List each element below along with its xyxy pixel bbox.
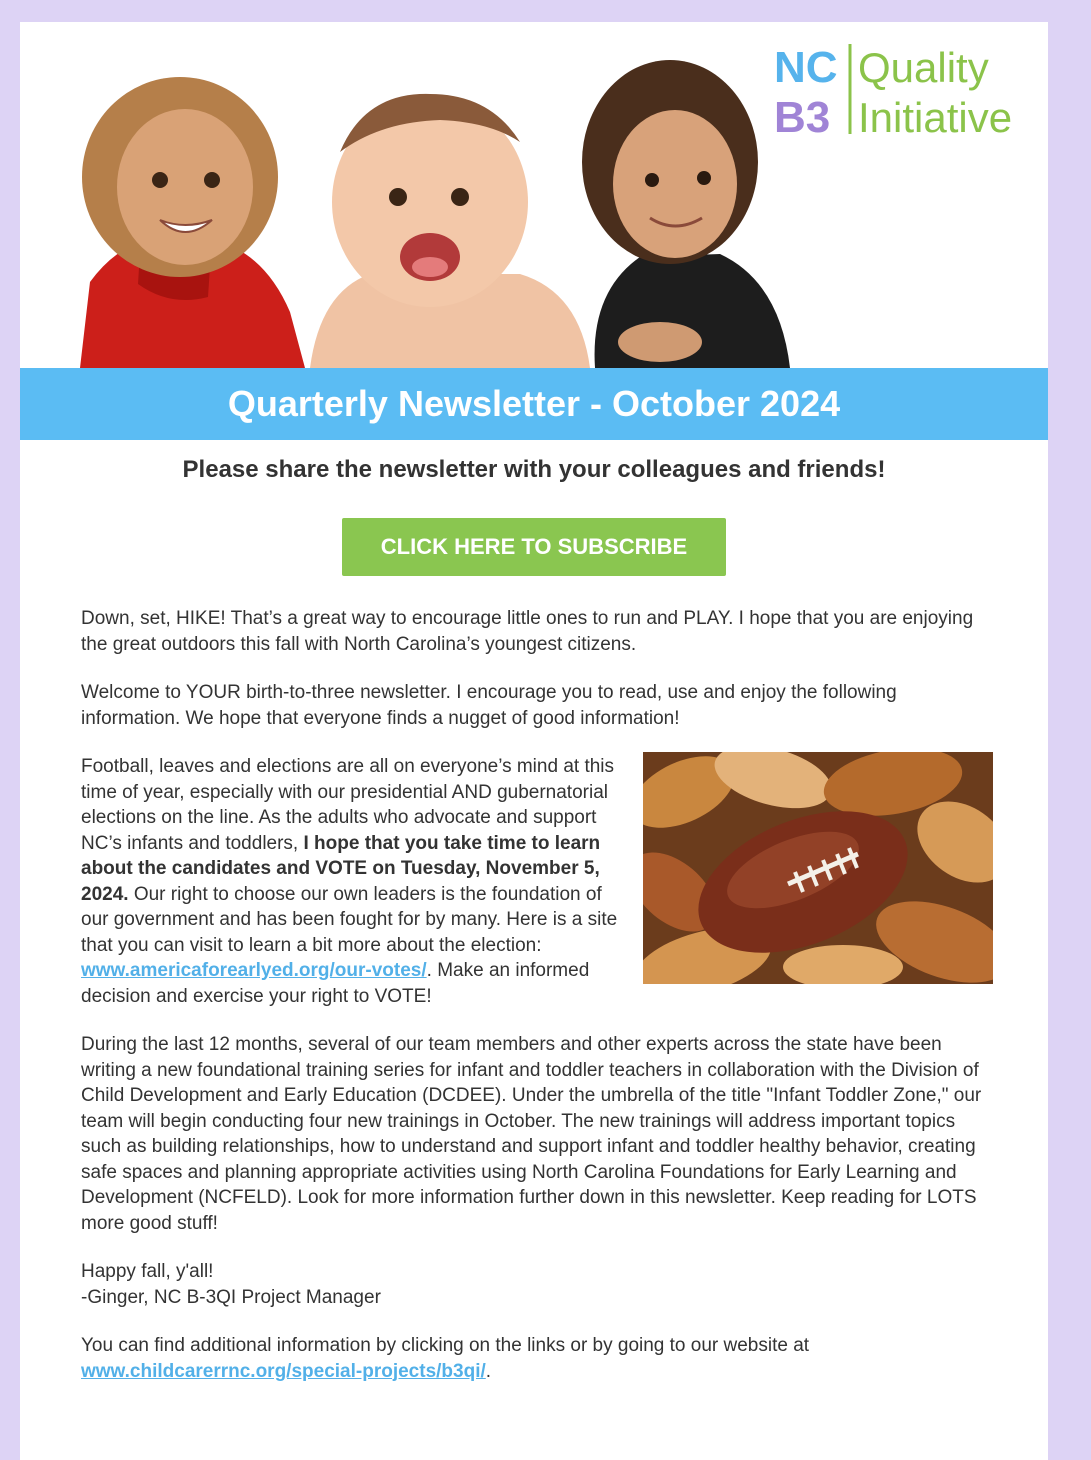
logo-quality-text: Quality <box>858 44 989 91</box>
childcare-website-link[interactable]: www.childcarerrnc.org/special-projects/b3qi/ <box>81 1360 486 1382</box>
subscribe-button[interactable]: CLICK HERE TO SUBSCRIBE <box>342 518 726 576</box>
signoff-name: -Ginger, NC B-3QI Project Manager <box>81 1286 381 1308</box>
nc-b3-logo <box>774 38 1034 138</box>
america-for-early-ed-link[interactable]: www.americaforearlyed.org/our-votes/ <box>81 960 427 981</box>
logo-initiative-text: Initiative <box>858 94 1013 138</box>
logo-b3-text: B3 <box>774 93 831 138</box>
newsletter-title-banner <box>20 368 1048 440</box>
website-paragraph <box>81 1333 991 1384</box>
website-text-a: You can find additional information by clicking on the links or by going to our website at <box>81 1335 810 1356</box>
election-text-c: . Make an informed decision and exercise your right to VOTE! <box>81 960 590 1007</box>
newsletter-title: Quarterly Newsletter - October 2024 <box>227 383 841 424</box>
intro-paragraph: Down, set, HIKE! That’s a great way to encourage little ones to run and PLAY. I hope that you are enjoying the great outdoors this fall with North Carolina’s youngest citizens. <box>81 608 974 655</box>
signoff-greeting: Happy fall, y'all! <box>81 1261 214 1282</box>
election-vote-emphasis: I hope that you take time to learn about the candidates and VOTE on Tuesday, November 5, 2024. <box>81 832 601 905</box>
newsletter-body <box>81 606 991 1407</box>
share-message: Please share the newsletter with your colleagues and friends! <box>182 456 886 483</box>
training-paragraph: During the last 12 months, several of our team members and other experts across the state have been writing a new foundational training series for infant and toddler teachers in collaboration with the Division of Child Development and Early Education (DCDEE). Under the umbrella of the title "Infant Toddler Zone," our team will begin conducting four new trainings in October. The new trainings will address important topics such as building relationships, how to understand and support infant and toddler healthy behavior, creating safe spaces and planning appropriate activities using North Carolina Foundations for Early Learning and Development (NCFELD). Look for more information further down in this newsletter. Keep reading for LOTS more good stuff! <box>81 1034 982 1234</box>
website-text-b: . <box>485 1360 492 1382</box>
logo-nc-text: NC <box>774 43 838 92</box>
welcome-paragraph: Welcome to YOUR birth-to-three newsletter. I encourage you to read, use and enjoy the following information. We hope that everyone finds a nugget of good information! <box>81 682 897 729</box>
newsletter-card <box>20 22 1048 1460</box>
hero-image <box>20 22 1048 368</box>
election-text-b: Our right to choose our own leaders is the foundation of our government and has been fought for by many. Here is a site that you can visit to learn a bit more about the election: <box>81 883 618 956</box>
football-in-leaves-image <box>643 752 993 984</box>
signature-block <box>81 1259 991 1310</box>
election-text-a: Football, leaves and elections are all on everyone’s mind at this time of year, especially with our presidential AND gubernatorial elections on the line. As the adults who advocate and support NC’s infants and toddlers, <box>81 756 615 854</box>
